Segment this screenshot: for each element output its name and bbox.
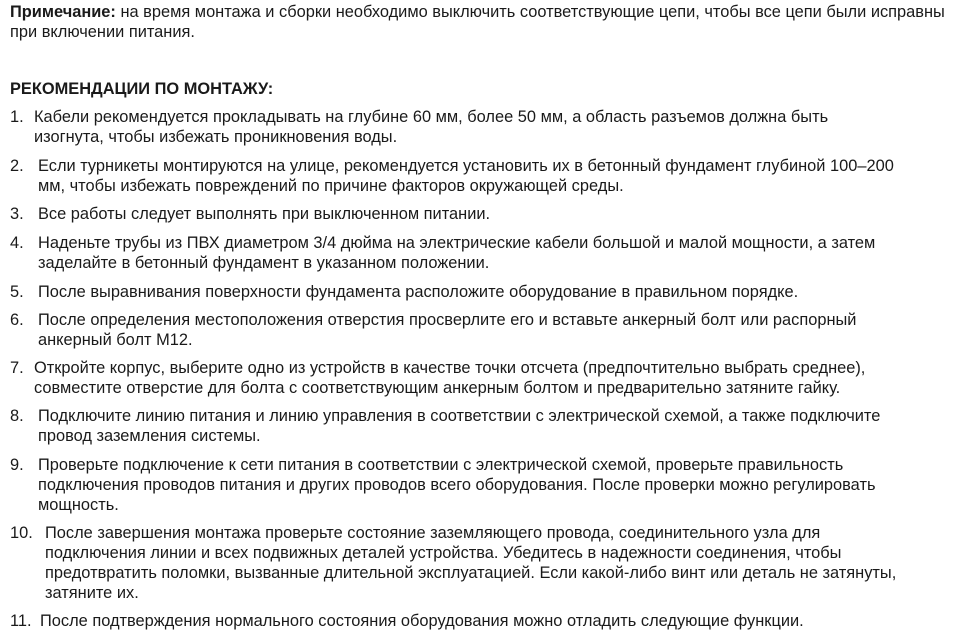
list-item-line: После выравнивания поверхности фундамента расположите оборудование в правильном порядке. [38, 283, 799, 301]
list-item-number: 2. [10, 157, 24, 175]
list-item-number: 5. [10, 283, 24, 301]
list-item-line: затяните их. [45, 584, 139, 602]
list-item-line: Подключите линию питания и линию управления в соответствии с электрической схемой, а также подключите [38, 407, 881, 425]
note-label: Примечание: [10, 3, 116, 21]
note-paragraph [10, 2, 962, 42]
list-item-number: 6. [10, 311, 24, 329]
list-item-text [38, 310, 964, 350]
list-item-line: изогнута, чтобы избежать проникновения воды. [34, 128, 398, 146]
list-item-text [38, 156, 964, 196]
list-item-line: После определения местоположения отверстия просверлите его и вставьте анкерный болт или распорный [38, 311, 857, 329]
list-item-number: 11. [10, 612, 32, 630]
list-item-line: После завершения монтажа проверьте состояние заземляющего провода, соединительного узла для [45, 524, 821, 542]
list-item-text [34, 107, 964, 147]
list-item-line: Если турникеты монтируются на улице, рекомендуется установить их в бетонный фундамент глубиной 100–200 [38, 157, 894, 175]
list-item-number: 9. [10, 456, 24, 474]
list-item-number: 3. [10, 205, 24, 223]
list-item-line: заделайте в бетонный фундамент в указанном положении. [38, 254, 490, 272]
installation-heading: РЕКОМЕНДАЦИИ ПО МОНТАЖУ: [10, 80, 274, 98]
list-item-line: мощность. [38, 496, 119, 514]
list-item [10, 455, 964, 515]
list-item [10, 523, 964, 603]
list-item-number: 7. [10, 359, 24, 377]
list-item-text [38, 455, 964, 515]
list-item [10, 611, 964, 631]
list-item [10, 358, 964, 398]
list-item-line: предотвратить поломки, вызванные длительной эксплуатацией. Если какой-либо винт или деталь не затянуты, [45, 564, 897, 582]
list-item-line: совместите отверстие для болта с соответствующим анкерным болтом и предварительно затяните гайку. [34, 379, 841, 397]
list-item-line: подключения проводов питания и других проводов всего оборудования. После проверки можно регулировать [38, 476, 876, 494]
list-item-line: Кабели рекомендуется прокладывать на глубине 60 мм, более 50 мм, а область разъемов должна быть [34, 108, 829, 126]
list-item [10, 204, 964, 224]
list-item-number: 4. [10, 234, 24, 252]
list-item-text [34, 358, 964, 398]
list-item-text [38, 204, 964, 224]
list-item [10, 107, 964, 147]
list-item-line: После подтверждения нормального состояния оборудования можно отладить следующие функции. [40, 612, 804, 630]
list-item-line: Проверьте подключение к сети питания в соответствии с электрической схемой, проверьте правильность [38, 456, 844, 474]
list-item-line: подключения линии и всех подвижных деталей устройства. Убедитесь в надежности соединения, чтобы [45, 544, 842, 562]
list-item-number: 10. [10, 524, 33, 542]
list-item-line: провод заземления системы. [38, 427, 261, 445]
list-item-line: анкерный болт М12. [38, 331, 193, 349]
list-item-line: мм, чтобы избежать повреждений по причине факторов окружающей среды. [38, 177, 624, 195]
list-item [10, 310, 964, 350]
list-item [10, 233, 964, 273]
note-text: на время монтажа и сборки необходимо выключить соответствующие цепи, чтобы все цепи были исправны при включении питания. [10, 3, 945, 41]
list-item-text [38, 282, 964, 302]
list-item-line: Откройте корпус, выберите одно из устройств в качестве точки отсчета (предпочтительно выбрать среднее), [34, 359, 866, 377]
list-item-text [38, 233, 964, 273]
list-item [10, 282, 964, 302]
list-item-number: 1. [10, 108, 24, 126]
list-item-text [40, 611, 964, 631]
list-item-line: Наденьте трубы из ПВХ диаметром 3/4 дюйма на электрические кабели большой и малой мощности, а затем [38, 234, 876, 252]
list-item-line: Все работы следует выполнять при выключенном питании. [38, 205, 491, 223]
list-item-number: 8. [10, 407, 24, 425]
list-item [10, 406, 964, 446]
list-item [10, 156, 964, 196]
list-item-text [45, 523, 964, 603]
list-item-text [38, 406, 964, 446]
